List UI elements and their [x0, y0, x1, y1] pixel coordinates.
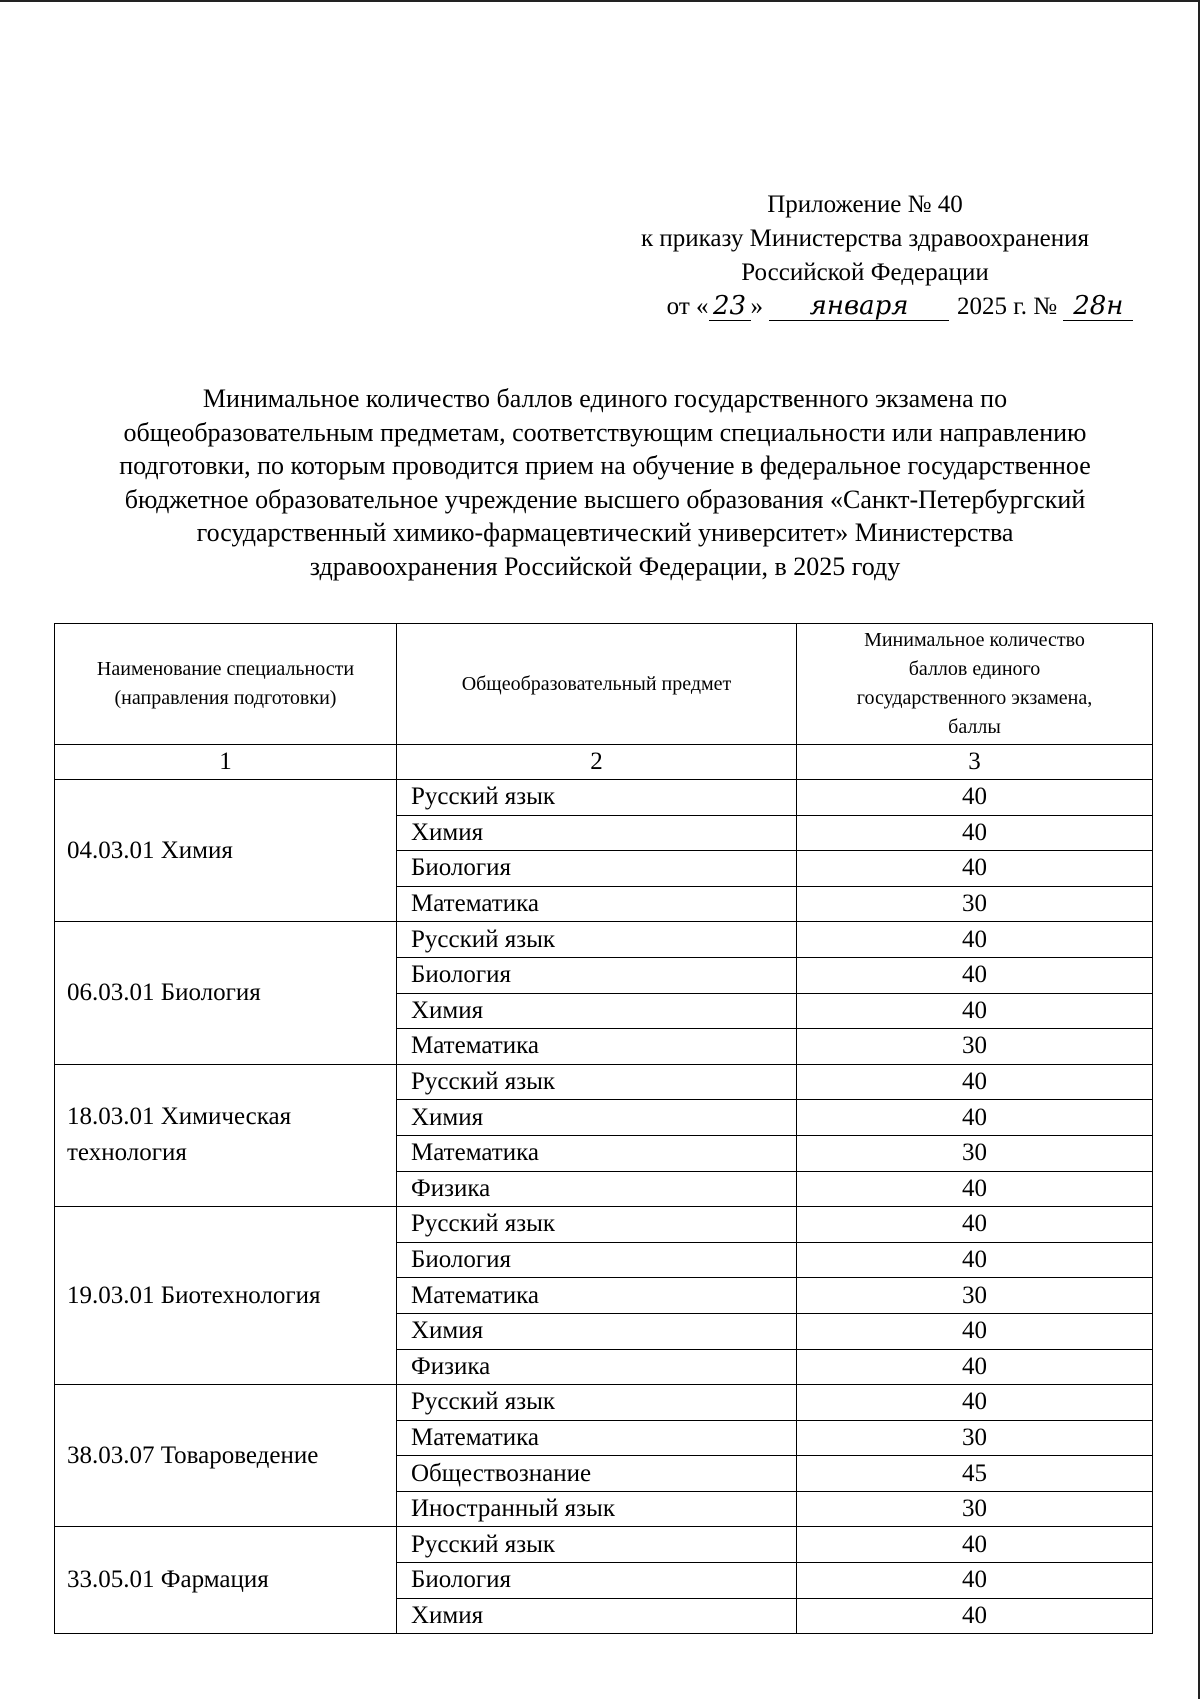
date-close-quote: »	[750, 293, 764, 320]
subject-cell: Химия	[397, 1100, 797, 1136]
score-cell: 30	[797, 1135, 1153, 1171]
handwritten-month: января	[769, 292, 949, 321]
scores-table	[54, 623, 1153, 1634]
handwritten-day: 23	[709, 292, 751, 321]
score-cell: 40	[797, 1100, 1153, 1136]
subject-cell: Физика	[397, 1349, 797, 1385]
header-subject	[397, 624, 797, 745]
table-row	[55, 1527, 1153, 1563]
subject-cell: Биология	[397, 851, 797, 887]
federation-line: Российской Федерации	[741, 259, 989, 286]
subject-cell: Обществознание	[397, 1456, 797, 1492]
subject-cell: Математика	[397, 886, 797, 922]
date-prefix: от «	[666, 293, 709, 320]
score-cell: 40	[797, 815, 1153, 851]
specialty-name: 18.03.01 Химическая	[67, 1103, 292, 1131]
score-cell: 30	[797, 1491, 1153, 1527]
table-row	[55, 780, 1153, 816]
score-cell: 40	[797, 957, 1153, 993]
score-cell: 40	[797, 1171, 1153, 1207]
subject-cell: Математика	[397, 1420, 797, 1456]
score-cell: 30	[797, 1278, 1153, 1314]
order-reference: к приказу Министерства здравоохранения	[640, 225, 1090, 252]
subject-cell: Биология	[397, 1242, 797, 1278]
score-cell: 40	[797, 1563, 1153, 1599]
header-min-score-line2: баллов единого	[908, 658, 1041, 680]
table-row	[55, 1064, 1153, 1100]
specialty-cell	[55, 1064, 397, 1206]
specialty-cell	[55, 922, 397, 1064]
score-cell: 40	[797, 780, 1153, 816]
column-number: 2	[397, 745, 797, 780]
subject-cell: Математика	[397, 1135, 797, 1171]
table-row	[55, 922, 1153, 958]
table-row	[55, 1207, 1153, 1243]
score-cell: 40	[797, 1064, 1153, 1100]
score-cell: 40	[797, 1349, 1153, 1385]
header-subject-label: Общеобразовательный предмет	[461, 672, 732, 695]
column-number-row	[55, 745, 1153, 780]
subject-cell: Химия	[397, 1313, 797, 1349]
score-cell: 40	[797, 1242, 1153, 1278]
subject-cell: Русский язык	[397, 1527, 797, 1563]
date-year: 2025 г. №	[957, 293, 1058, 320]
subject-cell: Русский язык	[397, 780, 797, 816]
table-header-row	[55, 624, 1153, 745]
subject-cell: Русский язык	[397, 1064, 797, 1100]
specialty-name: 19.03.01 Биотехнология	[67, 1281, 321, 1309]
subject-cell: Химия	[397, 1598, 797, 1634]
column-number: 1	[55, 745, 397, 780]
header-specialty-line1: Наименование специальности	[96, 658, 355, 680]
scan-edge-top	[0, 0, 1200, 2]
score-cell: 40	[797, 922, 1153, 958]
header-specialty	[55, 624, 397, 745]
score-cell: 40	[797, 1598, 1153, 1634]
score-cell: 30	[797, 1420, 1153, 1456]
table-row	[55, 1385, 1153, 1421]
specialty-name: 04.03.01 Химия	[67, 836, 233, 864]
score-cell: 30	[797, 886, 1153, 922]
title-line: Минимальное количество баллов единого государственного экзамена по	[202, 384, 1008, 413]
specialty-name: 33.05.01 Фармация	[67, 1566, 269, 1594]
score-cell: 40	[797, 993, 1153, 1029]
score-cell: 40	[797, 1207, 1153, 1243]
subject-cell: Биология	[397, 957, 797, 993]
appendix-number: Приложение № 40	[767, 191, 963, 218]
specialty-cell	[55, 1385, 397, 1527]
order-date-line	[595, 290, 1200, 324]
score-cell: 45	[797, 1456, 1153, 1492]
subject-cell: Русский язык	[397, 1207, 797, 1243]
subject-cell: Русский язык	[397, 1385, 797, 1421]
column-number: 3	[797, 745, 1153, 780]
document-title	[55, 382, 1155, 583]
specialty-name: 06.03.01 Биология	[67, 979, 261, 1007]
subject-cell: Математика	[397, 1029, 797, 1065]
title-line: государственный химико-фармацевтический университет» Министерства	[196, 518, 1014, 547]
title-line: подготовки, по которым проводится прием на обучение в федеральное государственное	[119, 451, 1091, 480]
header-min-score-line4: баллы	[948, 716, 1001, 738]
subject-cell: Биология	[397, 1563, 797, 1599]
subject-cell: Химия	[397, 993, 797, 1029]
score-cell: 40	[797, 1313, 1153, 1349]
subject-cell: Русский язык	[397, 922, 797, 958]
header-min-score-line1: Минимальное количество	[864, 629, 1085, 651]
header-min-score-line3: государственного экзамена,	[856, 687, 1093, 709]
specialty-name: 38.03.07 Товароведение	[67, 1441, 319, 1469]
subject-cell: Математика	[397, 1278, 797, 1314]
score-cell: 40	[797, 851, 1153, 887]
title-line: бюджетное образовательное учреждение высшего образования «Санкт-Петербургский	[124, 484, 1086, 514]
header-min-score	[797, 624, 1153, 745]
title-line: здравоохранения Российской Федерации, в 2025 году	[309, 551, 901, 581]
subject-cell: Иностранный язык	[397, 1491, 797, 1527]
title-line: общеобразовательным предметам, соответствующим специальности или направлению	[123, 417, 1087, 447]
specialty-cell	[55, 780, 397, 922]
subject-cell: Физика	[397, 1171, 797, 1207]
appendix-header	[560, 188, 1170, 324]
score-cell: 30	[797, 1029, 1153, 1065]
subject-cell: Химия	[397, 815, 797, 851]
handwritten-order-number: 28н	[1063, 292, 1133, 321]
specialty-cell	[55, 1207, 397, 1385]
header-specialty-line2: (направления подготовки)	[114, 687, 337, 709]
score-cell: 40	[797, 1527, 1153, 1563]
specialty-cell	[55, 1527, 397, 1634]
specialty-name-continued: технология	[67, 1139, 187, 1167]
score-cell: 40	[797, 1385, 1153, 1421]
